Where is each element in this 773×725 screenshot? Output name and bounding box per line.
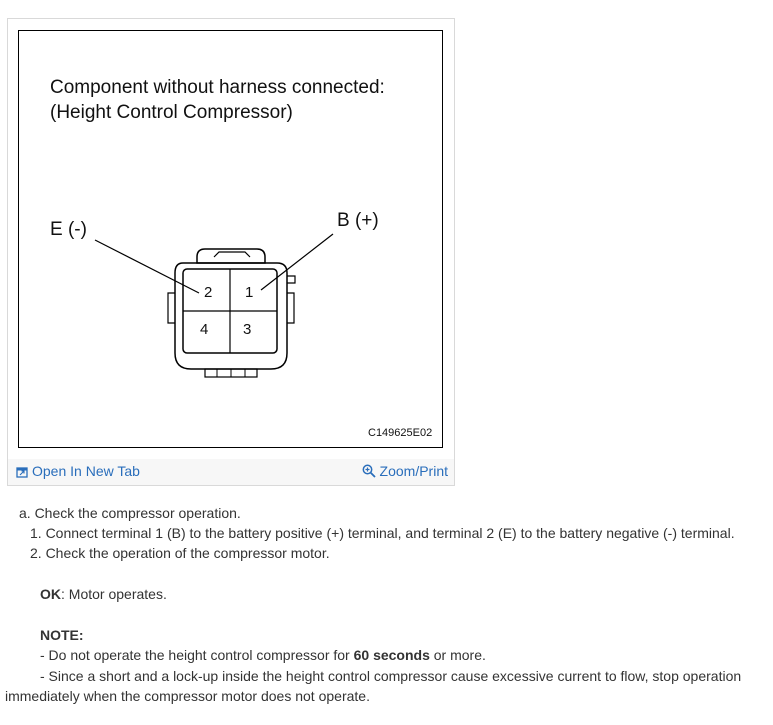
ok-result (40, 584, 167, 604)
note-1 (40, 645, 486, 665)
open-in-new-tab-icon (16, 465, 28, 481)
label-b-terminal: B (+) (337, 210, 379, 231)
figure-title-line2: (Height Control Compressor) (50, 102, 293, 123)
zoom-print-link[interactable] (362, 463, 448, 481)
pin-label-2: 2 (204, 284, 213, 301)
note-1-prefix: - Do not operate the height control compressor for (40, 647, 354, 663)
note-2-line2: immediately when the compressor motor does not operate. (5, 688, 370, 704)
note-1-bold: 60 seconds (353, 647, 430, 663)
pin-label-1: 1 (245, 284, 254, 301)
figure-footer (8, 459, 454, 485)
note-heading: NOTE: (40, 627, 84, 643)
open-in-new-tab-link[interactable] (16, 463, 140, 481)
zoom-print-label: Zoom/Print (379, 463, 448, 479)
connector-illustration (18, 30, 443, 448)
pin-label-4: 4 (200, 321, 209, 338)
note-2-line1: - Since a short and a lock-up inside the height control compressor cause excessive current to flow, stop operation (40, 668, 742, 684)
leader-line-e (95, 240, 199, 293)
open-in-new-tab-label: Open In New Tab (32, 463, 140, 479)
label-e-terminal: E (-) (50, 219, 87, 240)
sub-step-1: 1. Connect terminal 1 (B) to the battery positive (+) terminal, and terminal 2 (E) to the battery negative (-) terminal. (30, 525, 735, 541)
note-1-suffix: or more. (429, 647, 486, 663)
step-a: a. Check the compressor operation. (19, 505, 241, 521)
figure-card (7, 18, 455, 486)
sub-step-2: 2. Check the operation of the compressor motor. (30, 545, 330, 561)
ok-text: : Motor operates. (61, 586, 167, 602)
pin-label-3: 3 (243, 321, 252, 338)
ok-label: OK (40, 586, 61, 602)
leader-line-b (261, 234, 333, 290)
zoom-icon (362, 464, 376, 481)
figure-title-line1: Component without harness connected: (50, 77, 385, 98)
figure-id: C149625E02 (368, 427, 433, 439)
